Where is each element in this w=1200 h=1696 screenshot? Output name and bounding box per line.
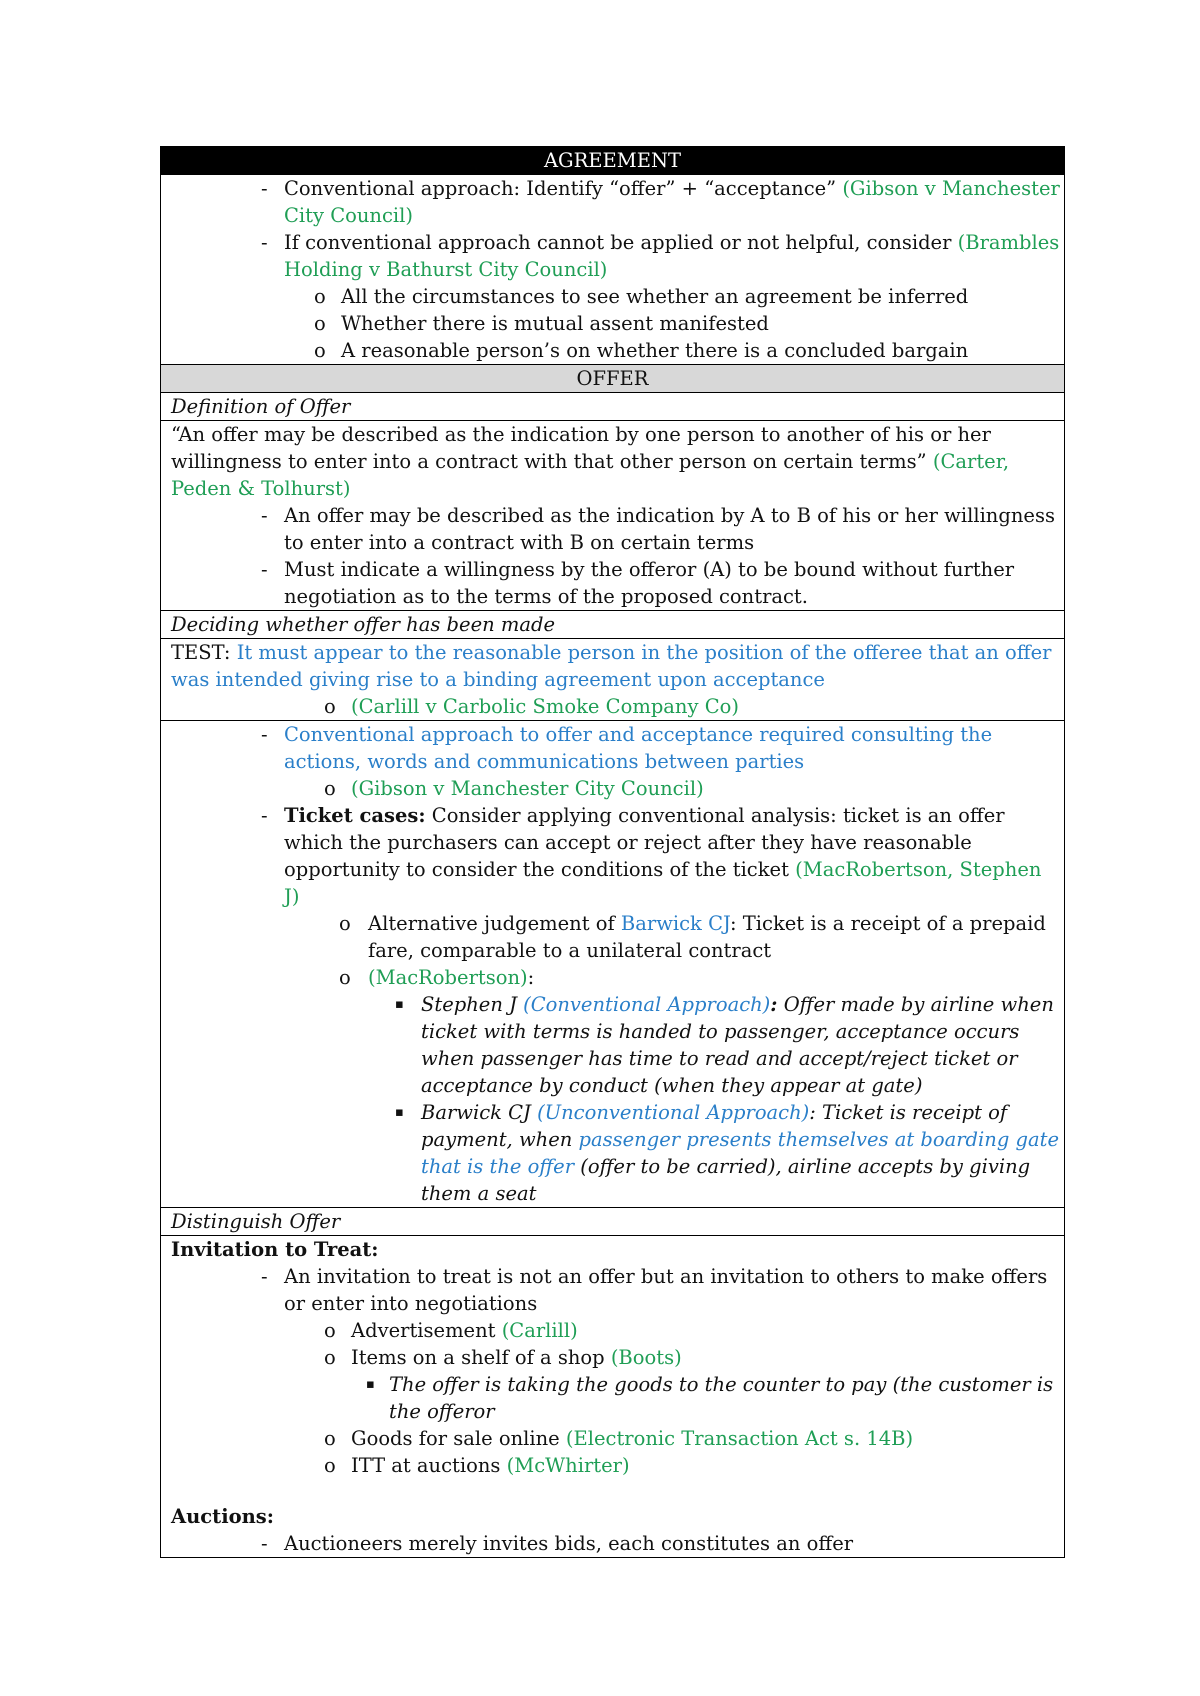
case-citation: (Brambles Holding v Bathurst City Council) bbox=[284, 231, 1060, 281]
item-text: ITT at auctions bbox=[351, 1454, 507, 1477]
circle-marker: o bbox=[314, 285, 326, 308]
case-citation: (Gibson v Manchester City Council) bbox=[351, 777, 704, 800]
list-item bbox=[171, 337, 1060, 364]
circle-marker: o bbox=[314, 312, 326, 335]
subheading-text: Deciding whether offer has been made bbox=[171, 613, 556, 636]
case-citation: (MacRobertson) bbox=[368, 966, 528, 989]
test-label: TEST: bbox=[171, 641, 237, 664]
item-text: : Ticket is receipt of payment, when bbox=[421, 1101, 1008, 1151]
list-item bbox=[171, 502, 1060, 556]
list-item bbox=[171, 1452, 1060, 1479]
deciding-subheading bbox=[161, 611, 1064, 639]
list-item bbox=[171, 910, 1060, 964]
case-citation: (Electronic Transaction Act s. 14B) bbox=[565, 1427, 914, 1450]
offer-header bbox=[161, 365, 1064, 393]
approach-tag: (Unconventional Approach) bbox=[537, 1101, 810, 1124]
test-text: It must appear to the reasonable person in the position of the offeree that an offer was intended giving rise to a binding agreement upon acceptance bbox=[171, 641, 1052, 691]
list-item bbox=[171, 1263, 1060, 1317]
auctions-heading: Auctions: bbox=[171, 1505, 274, 1528]
list-item bbox=[171, 310, 1060, 337]
item-text: : bbox=[770, 993, 778, 1016]
dash-marker: - bbox=[261, 1265, 268, 1288]
case-citation: (Boots) bbox=[610, 1346, 682, 1369]
case-citation: (Carlill v Carbolic Smoke Company Co) bbox=[351, 695, 739, 718]
item-text: (offer to be carried), airline accepts by giving them a seat bbox=[421, 1155, 1031, 1205]
agreement-header bbox=[161, 147, 1064, 175]
item-text: Conventional approach: Identify “offer” + “acceptance” bbox=[284, 177, 843, 200]
list-item bbox=[171, 1344, 1060, 1371]
test-paragraph bbox=[171, 639, 1060, 693]
circle-marker: o bbox=[324, 1346, 336, 1369]
item-text: Consider applying conventional analysis: ticket is an offer which the purchasers can accept or reject after they have reasonable opportunity to consider the conditions of the ticket bbox=[284, 804, 1005, 881]
dash-marker: - bbox=[261, 1532, 268, 1555]
circle-marker: o bbox=[324, 1319, 336, 1342]
item-text: : bbox=[527, 966, 535, 989]
circle-marker: o bbox=[314, 339, 326, 362]
circle-marker: o bbox=[324, 1427, 336, 1450]
circle-marker: o bbox=[324, 777, 336, 800]
item-text: A reasonable person’s on whether there is a concluded bargain bbox=[341, 339, 969, 362]
dash-marker: - bbox=[261, 231, 268, 254]
list-item bbox=[171, 991, 1060, 1099]
item-text: Offer made by airline when ticket with terms is handed to passenger, acceptance occurs when passenger has time to read and accept/reject ticket or acceptance by conduct (when they appear at gate) bbox=[421, 993, 1054, 1097]
list-item bbox=[171, 775, 1060, 802]
item-text: : Ticket is a receipt of a prepaid fare, comparable to a unilateral contract bbox=[368, 912, 1046, 962]
list-item bbox=[171, 802, 1060, 910]
test-section bbox=[161, 639, 1064, 721]
item-text: An invitation to treat is not an offer but an invitation to others to make offers or enter into negotiations bbox=[284, 1265, 1048, 1315]
item-text: Must indicate a willingness by the offeror (A) to be bound without further negotiation as to the terms of the proposed contract. bbox=[284, 558, 1015, 608]
subheading-text: Definition of Offer bbox=[171, 395, 351, 418]
judge-name: Barwick CJ bbox=[421, 1101, 538, 1124]
list-item bbox=[171, 964, 1060, 991]
circle-marker: o bbox=[324, 1454, 336, 1477]
case-citation: (Carlill) bbox=[501, 1319, 578, 1342]
distinguish-subheading bbox=[161, 1208, 1064, 1236]
itt-heading: Invitation to Treat: bbox=[171, 1238, 379, 1261]
item-text: An offer may be described as the indication by A to B of his or her willingness to enter into a contract with B on certain terms bbox=[284, 504, 1055, 554]
dash-marker: - bbox=[261, 504, 268, 527]
list-item bbox=[171, 556, 1060, 610]
dash-marker: - bbox=[261, 804, 268, 827]
list-item bbox=[171, 229, 1060, 283]
definition-quote bbox=[171, 421, 1060, 502]
item-text: Items on a shelf of a shop bbox=[351, 1346, 611, 1369]
definition-subheading bbox=[161, 393, 1064, 421]
case-citation: (MacRobertson, Stephen J) bbox=[284, 858, 1042, 908]
dash-marker: - bbox=[261, 177, 268, 200]
circle-marker: o bbox=[339, 912, 351, 935]
quote-text: “An offer may be described as the indication by one person to another of his or her willingness to enter into a contract with that other person on certain terms” bbox=[171, 423, 991, 473]
item-text: Advertisement bbox=[351, 1319, 502, 1342]
item-text: Alternative judgement of bbox=[368, 912, 621, 935]
list-item bbox=[171, 693, 1060, 720]
case-citation: (Carter, Peden & Tolhurst) bbox=[171, 450, 1010, 500]
square-marker: ▪ bbox=[395, 1105, 404, 1120]
list-item bbox=[171, 1371, 1060, 1425]
dash-marker: - bbox=[261, 723, 268, 746]
list-item bbox=[171, 283, 1060, 310]
item-text: The offer is taking the goods to the counter to pay (the customer is the offeror bbox=[389, 1373, 1054, 1423]
agreement-title: AGREEMENT bbox=[543, 149, 682, 172]
case-citation: (McWhirter) bbox=[506, 1454, 630, 1477]
list-item bbox=[171, 1425, 1060, 1452]
item-text: Auctioneers merely invites bids, each constitutes an offer bbox=[284, 1532, 854, 1555]
item-text: Goods for sale online bbox=[351, 1427, 566, 1450]
item-text: All the circumstances to see whether an agreement be inferred bbox=[341, 285, 969, 308]
item-text: Whether there is mutual assent manifested bbox=[341, 312, 769, 335]
square-marker: ▪ bbox=[366, 1377, 375, 1392]
judge-name: Stephen J bbox=[421, 993, 524, 1016]
agreement-section bbox=[161, 175, 1064, 365]
item-text: Conventional approach to offer and acceptance required consulting the actions, words and communications between parties bbox=[284, 723, 993, 773]
spacer bbox=[171, 1479, 1060, 1503]
list-item bbox=[171, 175, 1060, 229]
notes-table bbox=[160, 146, 1065, 1558]
list-item bbox=[171, 1099, 1060, 1207]
analysis-section bbox=[161, 721, 1064, 1208]
distinguish-section bbox=[161, 1236, 1064, 1557]
item-text: passenger presents themselves at boarding gate that is the offer bbox=[421, 1128, 1060, 1178]
list-item bbox=[171, 1530, 1060, 1557]
definition-section bbox=[161, 421, 1064, 611]
dash-marker: - bbox=[261, 558, 268, 581]
square-marker: ▪ bbox=[395, 997, 404, 1012]
judge-name: Barwick CJ bbox=[620, 912, 731, 935]
list-item bbox=[171, 1317, 1060, 1344]
item-text: If conventional approach cannot be applied or not helpful, consider bbox=[284, 231, 958, 254]
offer-title: OFFER bbox=[576, 367, 649, 390]
circle-marker: o bbox=[324, 695, 336, 718]
circle-marker: o bbox=[339, 966, 351, 989]
case-citation: (Gibson v Manchester City Council) bbox=[284, 177, 1060, 227]
subheading-text: Distinguish Offer bbox=[171, 1210, 341, 1233]
ticket-heading: Ticket cases: bbox=[284, 804, 426, 827]
approach-tag: (Conventional Approach) bbox=[523, 993, 771, 1016]
list-item bbox=[171, 721, 1060, 775]
